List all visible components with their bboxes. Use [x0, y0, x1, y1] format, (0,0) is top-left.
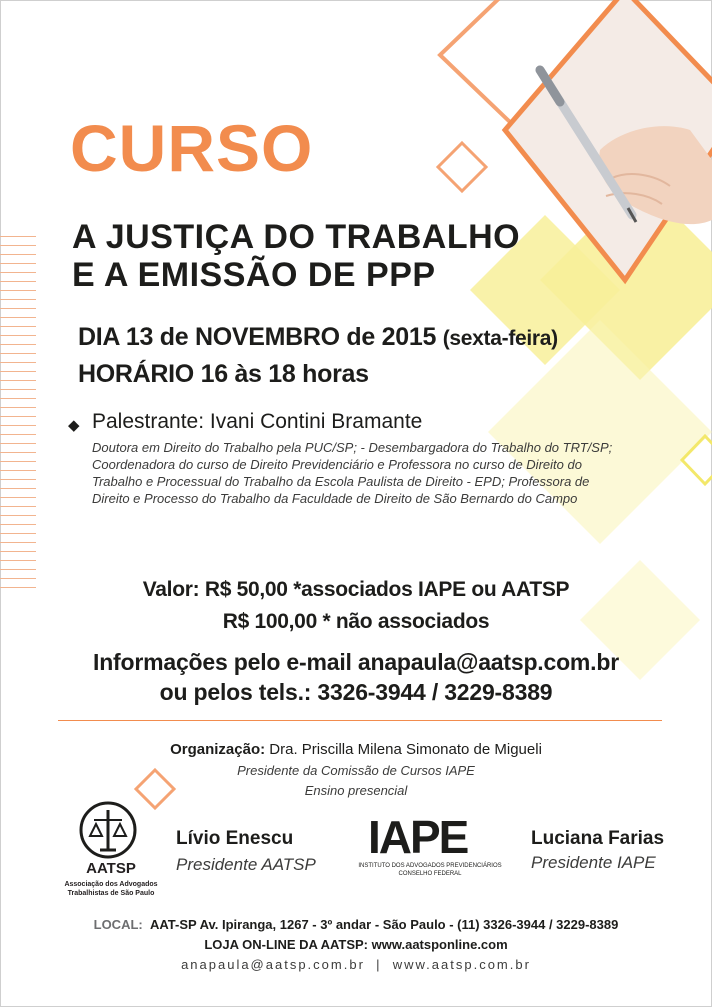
- local-label: LOCAL:: [93, 917, 143, 932]
- course-title-line2: E A EMISSÃO DE PPP: [72, 256, 436, 294]
- price-line1: [0, 578, 712, 602]
- local-text: AAT-SP Av. Ipiranga, 1267 - 3º andar - São Paulo - (11) 3326-3944 / 3229-8389: [149, 917, 619, 932]
- course-title-line1: A JUSTIÇA DO TRABALHO: [72, 218, 521, 256]
- aatsp-sub-line: Associação dos Advogados: [64, 881, 158, 888]
- iape-sub-line: INSTITUTO DOS ADVOGADOS PREVIDENCIÁRIOS: [358, 863, 502, 869]
- iape-name: IAPE: [368, 811, 468, 863]
- signer-role-luciana: Presidente IAPE: [531, 853, 656, 872]
- iape-sub-line: CONSELHO FEDERAL: [398, 871, 462, 877]
- signer-role-livio: Presidente AATSP: [176, 855, 316, 874]
- aatsp-sub-line: Trabalhistas de São Paulo: [67, 890, 155, 897]
- iape-subtitle: [340, 862, 520, 878]
- left-stripes: [0, 236, 36, 590]
- organization-label: Organização:: [170, 741, 266, 758]
- price-members: associados IAPE ou AATSP: [301, 578, 570, 601]
- aatsp-subtitle: [56, 880, 166, 898]
- iape-logo: [340, 813, 520, 883]
- date-main: DIA 13 de NOVEMBRO de 2015: [78, 323, 437, 351]
- course-kicker: CURSO: [70, 111, 314, 185]
- bio-line: Direito e Processo do Trabalho da Faculdade de Direito de São Bernardo do Campo: [92, 491, 578, 506]
- diamond-bullet-icon: ◆: [68, 417, 80, 434]
- course-date: [78, 323, 558, 352]
- footer-local: [0, 917, 712, 932]
- aatsp-emblem-icon: [78, 800, 138, 860]
- aatsp-name: AATSP: [86, 860, 136, 877]
- organization-role: Presidente da Comissão de Cursos IAPE: [237, 763, 475, 778]
- speaker-line: Palestrante: Ivani Contini Bramante: [92, 410, 423, 433]
- price-label: Valor: R$ 50,00 *: [142, 578, 302, 601]
- signer-name-luciana: Luciana Farias: [531, 828, 665, 849]
- price-line2: R$ 100,00 * não associados: [222, 610, 490, 633]
- signer-name-livio: Lívio Enescu: [176, 828, 294, 849]
- contact-line1: Informações pelo e-mail anapaula@aatsp.com.br: [93, 649, 619, 675]
- bio-line: Coordenadora do curso de Direito Previdenciário e Professora no curso de Direito do: [92, 457, 582, 472]
- bio-line: Doutora em Direito do Trabalho pela PUC/SP; - Desembargadora do Trabalho do TRT/SP;: [92, 440, 613, 455]
- course-time: HORÁRIO 16 às 18 horas: [78, 360, 369, 388]
- footer-store: LOJA ON-LINE DA AATSP: www.aatsponline.com: [204, 937, 508, 952]
- footer-email-web: anapaula@aatsp.com.br | www.aatsp.com.br: [181, 957, 531, 972]
- section-divider: [58, 720, 662, 721]
- yellow-diamond-lower: [488, 320, 712, 544]
- orange-outline-diamond-small: [438, 143, 486, 191]
- aatsp-logo: [56, 800, 166, 905]
- speaker-bio: [92, 439, 652, 507]
- bio-line: Trabalho e Processual do Trabalho da Escola Paulista de Direito - EPD; Professora de: [92, 474, 590, 489]
- organization-mode: Ensino presencial: [304, 783, 408, 798]
- organization-line: [0, 741, 712, 758]
- contact-line2: ou pelos tels.: 3326-3944 / 3229-8389: [159, 679, 553, 705]
- organization-name: Dra. Priscilla Milena Simonato de Migueli: [269, 741, 542, 758]
- date-weekday: (sexta-feira): [442, 327, 558, 350]
